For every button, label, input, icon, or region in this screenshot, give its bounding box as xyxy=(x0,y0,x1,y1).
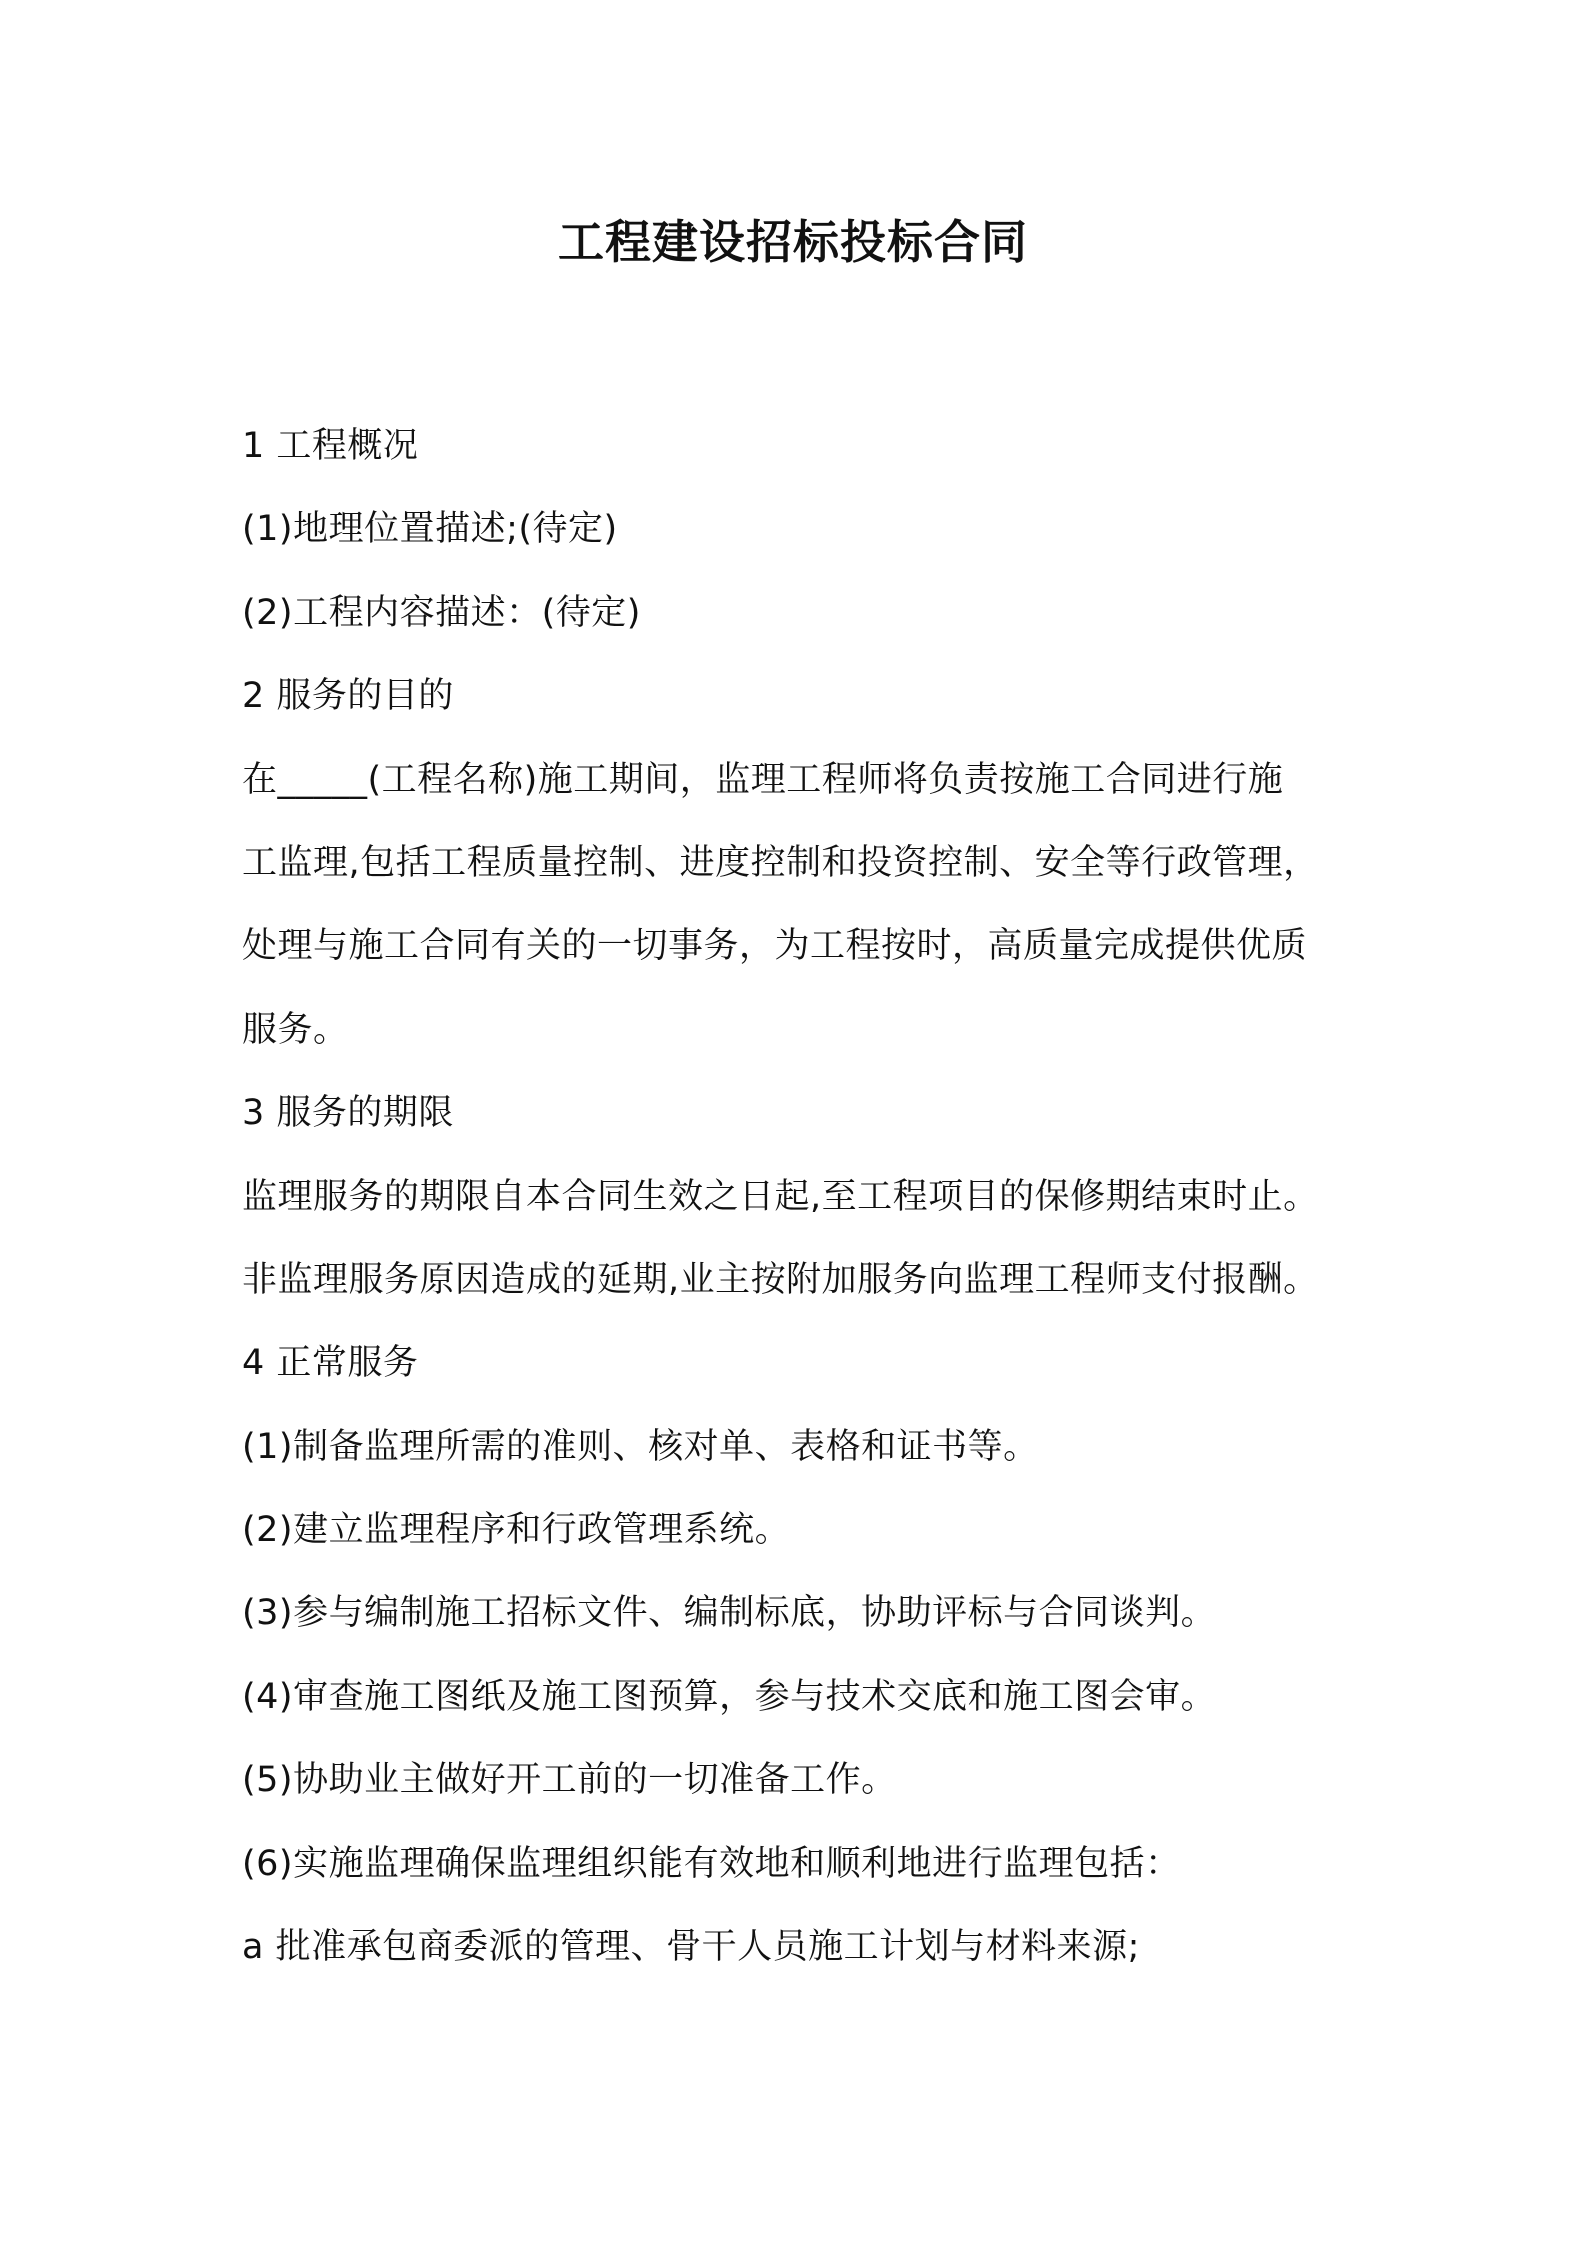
section-heading-2: 2 服务的目的 xyxy=(242,676,454,717)
list-item: (3)参与编制施工招标文件、编制标底，协助评标与合同谈判。 xyxy=(242,1593,1217,1634)
paragraph-line: (2)工程内容描述：(待定) xyxy=(242,592,641,633)
paragraph-line: 非监理服务原因造成的延期,业主按附加服务向监理工程师支付报酬。 xyxy=(242,1259,1319,1300)
section-heading-4: 4 正常服务 xyxy=(242,1343,419,1384)
paragraph-line: 工监理,包括工程质量控制、进度控制和投资控制、安全等行政管理， xyxy=(242,842,1319,883)
paragraph-line: (1)地理位置描述;(待定) xyxy=(242,509,618,550)
paragraph-line: 处理与施工合同有关的一切事务，为工程按时，高质量完成提供优质 xyxy=(242,926,1308,967)
list-item: (1)制备监理所需的准则、核对单、表格和证书等。 xyxy=(242,1426,1039,1467)
document-title: 工程建设招标投标合同 xyxy=(558,215,1028,269)
section-heading-3: 3 服务的期限 xyxy=(242,1093,454,1134)
section-heading-1: 1 工程概况 xyxy=(242,426,419,466)
list-item: (2)建立监理程序和行政管理系统。 xyxy=(242,1510,791,1551)
paragraph-line: 服务。 xyxy=(242,1009,349,1050)
document-body xyxy=(242,405,1372,1989)
list-item: a 批准承包商委派的管理、骨干人员施工计划与材料来源; xyxy=(242,1927,1140,1968)
list-item: (5)协助业主做好开工前的一切准备工作。 xyxy=(242,1760,897,1801)
paragraph-line: 在_____(工程名称)施工期间，监理工程师将负责按施工合同进行施 xyxy=(242,759,1284,800)
list-item: (6)实施监理确保监理组织能有效地和顺利地进行监理包括： xyxy=(242,1843,1181,1884)
list-item: (4)审查施工图纸及施工图预算，参与技术交底和施工图会审。 xyxy=(242,1676,1217,1717)
paragraph-line: 监理服务的期限自本合同生效之日起,至工程项目的保修期结束时止。 xyxy=(242,1176,1319,1217)
